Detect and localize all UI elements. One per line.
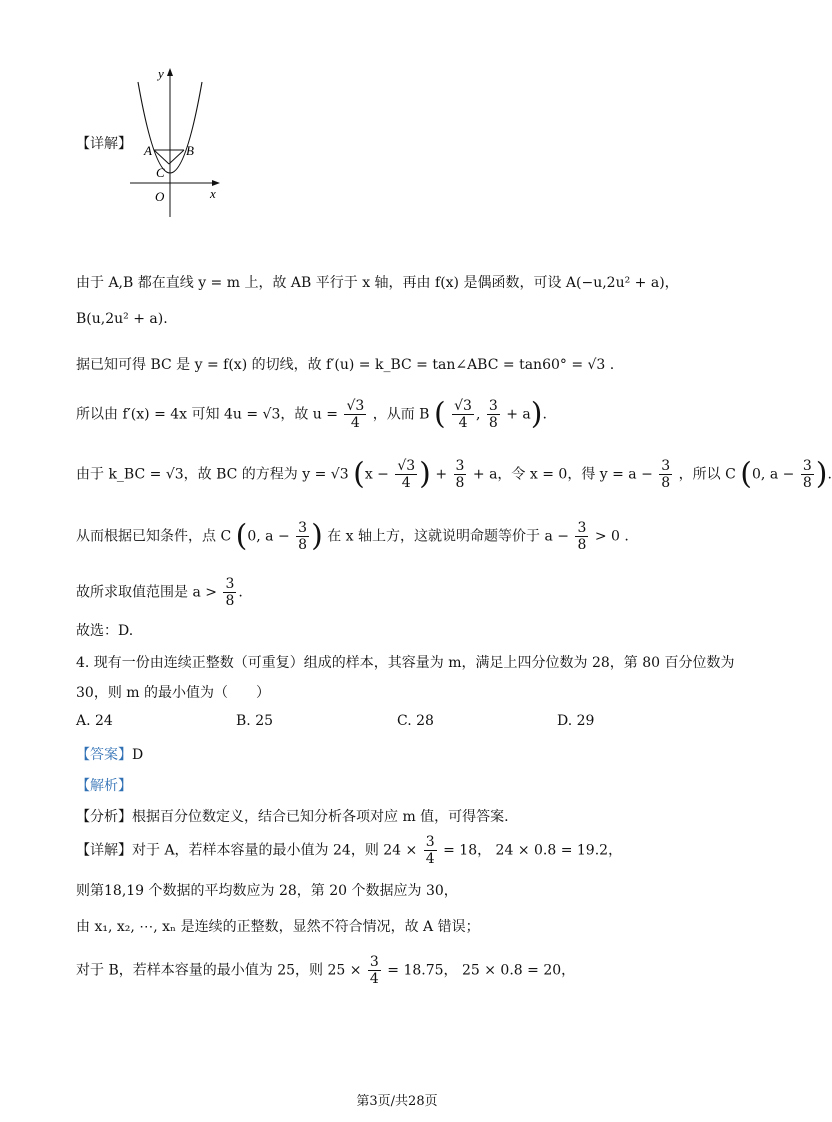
axis-label-x: x: [210, 186, 216, 201]
q3-line-2: B(u,2u² + a).: [76, 311, 168, 327]
q3-line-1: 由于 A,B 都在直线 y = m 上，故 AB 平行于 x 轴，再由 f(x) 是偶函数，可设 A(−u,2u² + a)，: [76, 275, 679, 291]
detail-label-figure: 【详解】: [76, 136, 132, 152]
q4-stem-line-2: 30，则 m 的最小值为（ ）: [76, 685, 270, 701]
q4-option-b: B. 25: [236, 713, 274, 729]
q4-option-c: C. 28: [397, 713, 434, 729]
q4-line-a3: 由 x₁, x₂, ⋯, xₙ 是连续的正整数，显然不符合情况，故 A 错误；: [76, 919, 480, 935]
q4-line-b1: 对于 B，若样本容量的最小值为 25，则 25 × $\frac{3}{4}$ = 18.75， 25 × 0.8 = 20，: [76, 954, 576, 987]
answer-value: D: [132, 747, 144, 763]
q4-detail-a: 【详解】对于 A，若样本容量的最小值为 24，则 24 × $\frac{3}{4}$ = 18， 24 × 0.8 = 19.2，: [76, 834, 623, 867]
q4-stem-line-1: 4. 现有一份由连续正整数（可重复）组成的样本，其容量为 m，满足上四分位数为 28，第 80 百分位数为: [76, 655, 735, 671]
q3-line-3: 据已知可得 BC 是 y = f(x) 的切线，故 f′(u) = k_BC = tan∠ABC = tan60° = √3 .: [76, 357, 615, 373]
parabola-figure: [120, 62, 230, 222]
q3-line-6: 从而根据已知条件，点 C (0, a − $\frac{3}{8}$ ) 在 x 轴上方，这就说明命题等价于 a − $\frac{3}{8}$ > 0 .: [76, 518, 629, 554]
q4-option-d: D. 29: [557, 713, 595, 729]
answer-label: 【答案】: [76, 747, 132, 763]
q4-option-a: A. 24: [76, 713, 113, 729]
point-label-a: A: [144, 143, 152, 158]
point-label-b: B: [186, 143, 194, 158]
q3-line-7: 故所求取值范围是 a > $\frac{3}{8}$ .: [76, 576, 243, 609]
point-label-c: C: [156, 165, 165, 180]
analysis-label: 【解析】: [76, 778, 132, 794]
q3-line-5: 由于 k_BC = √3，故 BC 的方程为 y = √3 (x − $\frac{√3}{4}$ ) + $\frac{3}{8}$ + a，令 x = 0，得 y = a − $\frac{3}{8}$ ，所以 C (0, a − $\frac{3}{8}$ ).: [76, 456, 832, 492]
q4-analysis: 【分析】根据百分位数定义，结合已知分析各项对应 m 值，可得答案.: [76, 809, 509, 825]
axis-label-y: y: [158, 66, 164, 81]
page-footer: 第3页/共28页: [356, 1094, 438, 1109]
q3-choice: 故选：D.: [76, 623, 134, 639]
origin-label-o: O: [155, 189, 165, 204]
q4-answer: [76, 744, 143, 764]
q4-line-a2: 则第18,19 个数据的平均数应为 28，第 20 个数据应为 30，: [76, 883, 458, 899]
q3-line-4: 所以由 f′(x) = 4x 可知 4u = √3，故 u = $\frac{√3}{4}$ ，从而 B ( $\frac{√3}{4}$ , $\frac{3}{8}$ + a).: [76, 396, 547, 432]
